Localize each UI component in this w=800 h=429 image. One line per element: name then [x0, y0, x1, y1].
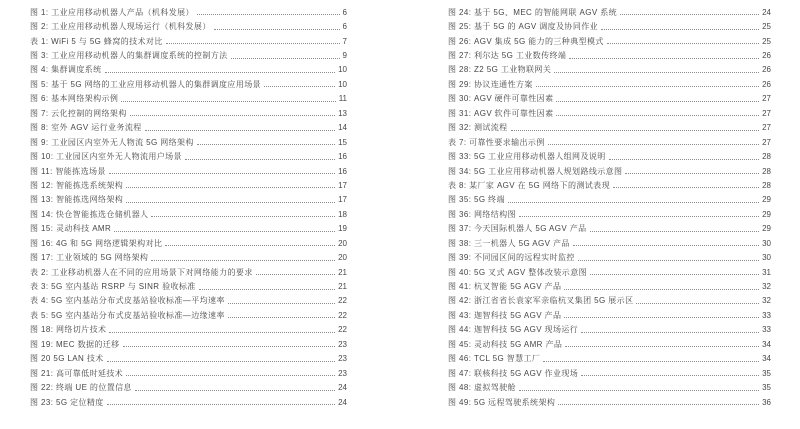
toc-entry[interactable] [30, 178, 347, 192]
toc-entry-page: 33 [762, 325, 771, 335]
dot-leader [197, 143, 335, 145]
toc-entry-page: 26 [762, 65, 771, 75]
toc-entry[interactable] [448, 395, 771, 409]
toc-entry-label: 图 2: 工业应用移动机器人现场运行（机科发展） [30, 22, 211, 32]
toc-entry-page: 6 [342, 22, 347, 32]
toc-entry-page: 22 [338, 325, 347, 335]
toc-entry[interactable] [448, 337, 771, 351]
toc-entry-label: 图 17: 工业领域的 5G 网络架构 [30, 253, 149, 263]
toc-entry-label: 图 14: 快仓智能拣选仓储机器人 [30, 209, 149, 219]
toc-entry-label: 图 10: 工业园区内室外无人物流用户场景 [30, 152, 182, 162]
toc-entry[interactable] [30, 207, 347, 221]
dot-leader [556, 114, 759, 116]
toc-entry[interactable] [448, 323, 771, 337]
dot-leader [264, 85, 335, 87]
toc-entry[interactable] [448, 279, 771, 293]
toc-entry-label: 图 32: 测试流程 [448, 123, 508, 133]
dot-leader [231, 57, 340, 59]
toc-entry[interactable] [30, 193, 347, 207]
toc-entry-label: 图 28: Z2 5G 工业物联网关 [448, 65, 552, 75]
toc-entry[interactable] [30, 222, 347, 236]
toc-entry[interactable] [448, 63, 771, 77]
toc-entry-page: 20 [338, 238, 347, 248]
dot-leader [565, 345, 759, 347]
toc-entry-label: 图 23: 5G 定位精度 [30, 397, 104, 407]
toc-entry-page: 14 [338, 123, 347, 133]
toc-entry-page: 19 [338, 224, 347, 234]
toc-entry-page: 11 [338, 94, 347, 104]
toc-entry-label: 图 3: 工业应用移动机器人的集群调度系统的控制方法 [30, 51, 228, 61]
toc-column-right [448, 5, 771, 409]
toc-entry[interactable] [448, 222, 771, 236]
toc-entry-label: 图 16: 4G 和 5G 网络逻辑架构对比 [30, 238, 163, 248]
toc-entry-label: 图 44: 迦智科技 5G AGV 现场运行 [448, 325, 579, 335]
toc-entry[interactable] [448, 34, 771, 48]
toc-entry-page: 30 [762, 238, 771, 248]
dot-leader [625, 172, 759, 174]
toc-entry-label: 表 5: 5G 室内基站分布式皮基站验收标准—边缘速率 [30, 310, 225, 320]
dot-leader [578, 259, 759, 261]
toc-entry-page: 27 [762, 108, 771, 118]
dot-leader [556, 100, 759, 102]
toc-entry[interactable] [448, 366, 771, 380]
dot-leader [165, 244, 335, 246]
toc-entry[interactable] [448, 92, 771, 106]
toc-entry-page: 28 [762, 152, 771, 162]
toc-entry-label: 图 38: 三一机器人 5G AGV 产品 [448, 238, 570, 248]
toc-entry-label: 表 2: 工业移动机器人在不同的应用场景下对网络能力的要求 [30, 267, 253, 277]
toc-entry-label: 图 20 5G LAN 技术 [30, 354, 104, 364]
toc-entry-label: 图 45: 灵动科技 5G AMR 产品 [448, 339, 563, 349]
dot-leader [121, 100, 335, 102]
toc-entry-label: 图 25: 基于 5G 的 AGV 调度及协同作业 [448, 22, 599, 32]
toc-entry-page: 22 [338, 310, 347, 320]
toc-entry-label: 表 7: 可靠性要求输出示例 [448, 137, 545, 147]
dot-leader [536, 85, 759, 87]
toc-entry[interactable] [448, 77, 771, 91]
dot-leader [151, 259, 335, 261]
toc-entry[interactable] [448, 106, 771, 120]
dot-leader [573, 244, 759, 246]
toc-entry-page: 31 [762, 267, 771, 277]
toc-entry-label: 图 4: 集群调度系统 [30, 65, 102, 75]
toc-entry[interactable] [448, 193, 771, 207]
dot-leader [581, 374, 759, 376]
toc-entry-label: 图 1: 工业应用移动机器人产品（机科发展） [30, 7, 194, 17]
toc-entry-page: 16 [338, 152, 347, 162]
toc-entry-label: 图 30: AGV 硬件可靠性因素 [448, 94, 554, 104]
toc-entry-label: 图 7: 云化控制的网络架构 [30, 108, 127, 118]
toc-entry-page: 34 [762, 339, 771, 349]
toc-entry[interactable] [30, 279, 347, 293]
dot-leader [508, 201, 759, 203]
toc-entry-page: 29 [762, 224, 771, 234]
dot-leader [166, 42, 340, 44]
dot-leader [199, 288, 335, 290]
dot-leader [126, 374, 335, 376]
toc-entry-page: 25 [762, 22, 771, 32]
dot-leader [107, 360, 335, 362]
toc-entry-page: 27 [762, 94, 771, 104]
dot-leader [228, 316, 335, 318]
toc-entry-label: 表 3: 5G 室内基站 RSRP 与 SINR 验收标准 [30, 282, 196, 292]
toc-entry-page: 24 [338, 383, 347, 393]
toc-entry[interactable] [448, 250, 771, 264]
toc-entry-page: 35 [762, 368, 771, 378]
toc-entry-label: 图 41: 杭叉智能 5G AGV 产品 [448, 282, 562, 292]
dot-leader [197, 13, 340, 15]
toc-entry[interactable] [448, 380, 771, 394]
toc-entry-page: 21 [338, 282, 347, 292]
toc-entry-page: 24 [338, 397, 347, 407]
toc-entry[interactable] [30, 308, 347, 322]
dot-leader [123, 345, 336, 347]
toc-entry-label: 图 13: 智能拣选网络架构 [30, 195, 124, 205]
toc-entry-page: 24 [762, 7, 771, 17]
dot-leader [185, 158, 335, 160]
toc-entry-label: 图 48: 虚拟驾驶舱 [448, 383, 516, 393]
toc-entry-page: 34 [762, 354, 771, 364]
toc-entry-page: 22 [338, 296, 347, 306]
toc-entry[interactable] [448, 48, 771, 62]
dot-leader [564, 316, 759, 318]
dot-leader [114, 230, 335, 232]
toc-entry[interactable] [30, 236, 347, 250]
toc-entry-page: 18 [338, 209, 347, 219]
dot-leader [581, 331, 759, 333]
toc-entry-page: 21 [338, 267, 347, 277]
toc-entry-label: 图 40: 5G 叉式 AGV 整体改装示意图 [448, 267, 587, 277]
toc-entry-page: 36 [762, 397, 771, 407]
toc-entry-page: 16 [338, 166, 347, 176]
dot-leader [130, 114, 335, 116]
toc-entry-page: 33 [762, 310, 771, 320]
toc-entry[interactable] [30, 149, 347, 163]
toc-column-left [30, 5, 347, 409]
toc-entry-page: 25 [762, 36, 771, 46]
dot-leader [613, 186, 759, 188]
dot-leader [109, 331, 335, 333]
toc-entry[interactable] [448, 236, 771, 250]
toc-entry-page: 26 [762, 79, 771, 89]
toc-entry-page: 15 [338, 137, 347, 147]
toc-entry-label: 图 37: 今天国际机器人 5G AGV 产品 [448, 224, 587, 234]
toc-entry[interactable] [30, 366, 347, 380]
dot-leader [105, 71, 336, 73]
dot-leader [636, 302, 759, 304]
toc-entry-page: 9 [342, 51, 347, 61]
toc-entry-label: 表 4: 5G 室内基站分布式皮基站验收标准—平均速率 [30, 296, 225, 306]
dot-leader [558, 403, 759, 405]
toc-entry-label: 图 9: 工业园区内室外无人物流 5G 网络架构 [30, 137, 194, 147]
dot-leader [214, 28, 340, 30]
toc-entry[interactable] [30, 48, 347, 62]
toc-entry-label: 图 15: 灵动科技 AMR [30, 224, 112, 234]
toc-entry[interactable] [30, 323, 347, 337]
dot-leader [620, 13, 759, 15]
toc-entry[interactable] [30, 92, 347, 106]
toc-entry[interactable] [448, 164, 771, 178]
toc-entry-page: 10 [338, 79, 347, 89]
toc-entry-label: 图 35: 5G 终端 [448, 195, 505, 205]
toc-entry[interactable] [30, 337, 347, 351]
toc-entry-page: 6 [342, 7, 347, 17]
toc-entry-page: 10 [338, 65, 347, 75]
toc-entry-page: 20 [338, 253, 347, 263]
toc-entry-label: 图 29: 协议连通性方案 [448, 79, 533, 89]
dot-leader [564, 288, 759, 290]
dot-leader [519, 215, 759, 217]
toc-entry-page: 28 [762, 180, 771, 190]
toc-entry-label: 图 27: 利尔达 5G 工业数传终端 [448, 51, 567, 61]
dot-leader [548, 143, 759, 145]
toc-entry-page: 23 [338, 339, 347, 349]
dot-leader [135, 389, 335, 391]
dot-leader [590, 273, 759, 275]
toc-entry[interactable] [30, 63, 347, 77]
toc-entry-page: 28 [762, 166, 771, 176]
toc-entry-label: 表 8: 某厂家 AGV 在 5G 网络下的测试表现 [448, 180, 610, 190]
dot-leader [554, 71, 759, 73]
toc-entry-page: 27 [762, 137, 771, 147]
toc-entry[interactable] [30, 19, 347, 33]
toc-entry[interactable] [30, 77, 347, 91]
toc-entry[interactable] [30, 135, 347, 149]
toc-entry-label: 图 11: 智能拣选场景 [30, 166, 106, 176]
toc-entry-label: 表 1: WiFi 5 与 5G 蜂窝的技术对比 [30, 36, 163, 46]
dot-leader [145, 129, 335, 131]
toc-entry[interactable] [448, 5, 771, 19]
toc-entry-page: 32 [762, 282, 771, 292]
dot-leader [590, 230, 760, 232]
toc-entry-label: 图 47: 联核科技 5G AGV 作业现场 [448, 368, 579, 378]
toc-entry[interactable] [448, 135, 771, 149]
toc-entry-page: 13 [338, 108, 347, 118]
toc-entry-page: 26 [762, 51, 771, 61]
toc-entry[interactable] [448, 207, 771, 221]
toc-entry[interactable] [448, 149, 771, 163]
dot-leader [511, 129, 760, 131]
toc-entry[interactable] [30, 352, 347, 366]
dot-leader [107, 403, 335, 405]
toc-entry-page: 27 [762, 123, 771, 133]
toc-entry-page: 23 [338, 368, 347, 378]
toc-entry[interactable] [30, 265, 347, 279]
dot-leader [109, 172, 335, 174]
dot-leader [601, 28, 759, 30]
toc-entry[interactable] [448, 294, 771, 308]
toc-entry-label: 图 33: 5G 工业应用移动机器人组网及说明 [448, 152, 606, 162]
toc-entry-page: 32 [762, 296, 771, 306]
toc-entry-label: 图 36: 网络结构图 [448, 209, 516, 219]
toc-entry-page: 29 [762, 209, 771, 219]
dot-leader [256, 273, 335, 275]
toc-entry-label: 图 34: 5G 工业应用移动机器人规划路线示意图 [448, 166, 623, 176]
toc-entry[interactable] [30, 294, 347, 308]
toc-entry-page: 35 [762, 383, 771, 393]
dot-leader [543, 360, 759, 362]
toc-entry-label: 图 46: TCL 5G 智慧工厂 [448, 354, 541, 364]
toc-entry-label: 图 12: 智能拣选系统架构 [30, 180, 124, 190]
toc-entry-label: 图 22: 终端 UE 的位置信息 [30, 383, 132, 393]
dot-leader [607, 42, 759, 44]
toc-entry[interactable] [448, 352, 771, 366]
toc-entry-label: 图 49: 5G 远程驾驶系统架构 [448, 397, 556, 407]
toc-entry[interactable] [30, 380, 347, 394]
toc-entry-label: 图 31: AGV 软件可靠性因素 [448, 108, 554, 118]
toc-entry-label: 图 43: 迦智科技 5G AGV 产品 [448, 310, 562, 320]
toc-entry-page: 23 [338, 354, 347, 364]
toc-entry[interactable] [448, 19, 771, 33]
toc-entry-label: 图 5: 基于 5G 网络的工业应用移动机器人的集群调度应用场景 [30, 79, 262, 89]
toc-entry[interactable] [448, 121, 771, 135]
toc-entry-page: 7 [342, 36, 347, 46]
toc-entry-page: 17 [338, 195, 347, 205]
dot-leader [609, 158, 759, 160]
toc-entry[interactable] [30, 164, 347, 178]
dot-leader [228, 302, 335, 304]
toc-entry[interactable] [30, 34, 347, 48]
toc-entry[interactable] [30, 5, 347, 19]
toc-entry-label: 图 39: 不同园区间的远程实时监控 [448, 253, 575, 263]
toc-entry-label: 图 42: 浙江省省长袁家军亲临杭叉集团 5G 展示区 [448, 296, 634, 306]
dot-leader [519, 389, 759, 391]
dot-leader [126, 186, 335, 188]
toc-entry-label: 图 24: 基于 5G、MEC 的智能网联 AGV 系统 [448, 7, 617, 17]
toc-entry-label: 图 6: 基本网络架构示例 [30, 94, 119, 104]
toc-entry-page: 17 [338, 180, 347, 190]
toc-entry-label: 图 18: 网络切片技术 [30, 325, 107, 335]
toc-entry[interactable] [448, 265, 771, 279]
dot-leader [126, 201, 335, 203]
toc-entry[interactable] [30, 121, 347, 135]
toc-entry[interactable] [448, 308, 771, 322]
toc-entry[interactable] [30, 106, 347, 120]
toc-entry-label: 图 26: AGV 集成 5G 能力的三种典型模式 [448, 36, 604, 46]
toc-entry[interactable] [30, 395, 347, 409]
dot-leader [151, 215, 335, 217]
toc-entry-label: 图 21: 高可靠低时延技术 [30, 368, 124, 378]
toc-entry[interactable] [448, 178, 771, 192]
dot-leader [569, 57, 759, 59]
toc-entry-label: 图 19: MEC 数据的迁移 [30, 339, 120, 349]
toc-entry[interactable] [30, 250, 347, 264]
toc-entry-page: 29 [762, 195, 771, 205]
toc-entry-page: 30 [762, 253, 771, 263]
toc-entry-label: 图 8: 室外 AGV 运行业务流程 [30, 123, 142, 133]
